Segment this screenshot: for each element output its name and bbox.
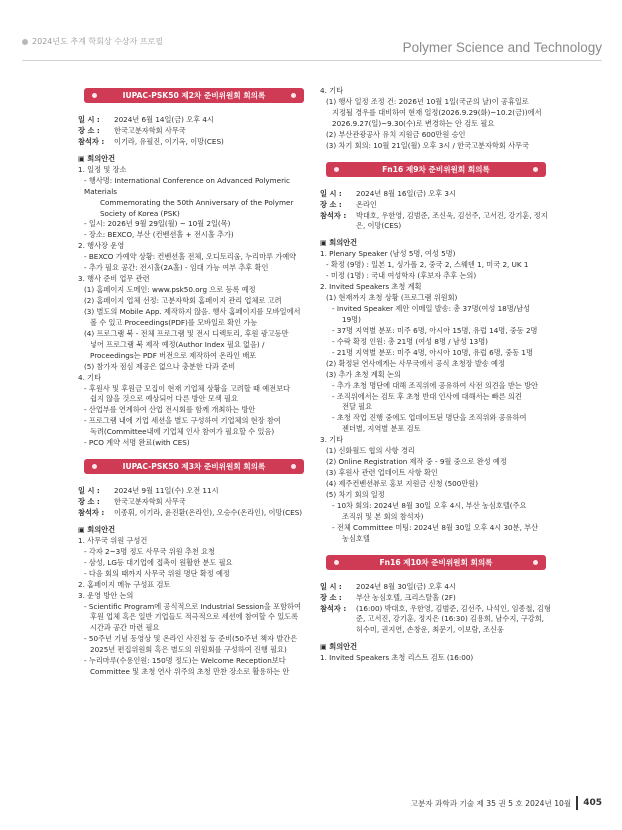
agenda-heading: ▣ 회의안건 (320, 238, 358, 248)
footer-text: 고분자 과학과 기술 제 35 권 5 호 2024년 10월 (410, 798, 572, 808)
text-line: - 수락 확정 인원: 총 21명 (여성 8명 / 남성 13명) (332, 336, 488, 346)
agenda-heading: ▣ 회의안건 (320, 642, 358, 652)
text-line: 2025년 편집위원회 혹은 별도의 위원회를 구성하여 진행 필요) (90, 645, 287, 655)
text-line: - 확정 (9명) : 일본 1, 싱가폴 2, 중국 2, 스웨덴 1, 미국 2, UK 1 (326, 260, 529, 270)
section-title: Fn16 제9차 준비위원회 회의록 (382, 164, 490, 174)
meeting-place (320, 593, 552, 604)
text-line: 전달 필요 (342, 402, 373, 412)
text-line: - 37명 지역별 분포: 미주 6명, 아시아 15명, 유럽 14명, 중동 2명 (332, 325, 538, 335)
text-line: 2. Invited Speakers 초청 계획 (320, 282, 422, 292)
text-line: 1. 사무국 위원 구성건 (78, 535, 148, 545)
text-line: 농심호텔 (342, 533, 370, 543)
meeting-date (78, 486, 310, 497)
text-line: Proceedings는 PDF 버전으로 제작하여 온라인 배포 (90, 350, 257, 360)
section-title: IUPAC-PSK50 제2차 준비위원회 회의록 (122, 91, 266, 100)
text-line: (2) 부산관광공사 유치 지원금 600만원 승인 (326, 129, 466, 139)
meeting-attendees-value: 박대호, 우한영, 김범준, 조신욱, 김선주, 고서진, 강기훈, 정지은, 이망(CES) (356, 210, 548, 231)
header-divider (22, 60, 602, 61)
text-line: 볼 수 있고 Proceedings(PDF)를 모바일로 확인 가능 (90, 317, 258, 327)
text-line: (5) 참가자 점심 제공은 없으나 충분한 다과 준비 (84, 361, 236, 371)
meeting-attendees-key: 참석자 : (78, 508, 105, 517)
meeting-place-value: 부산 농심호텔, 크리스탈홀 (2F) (356, 592, 456, 602)
text-line: - Invited Speaker 제안 이메일 발송: 총 37명(여성 18명/남성 (332, 304, 530, 313)
meeting-place-value: 온라인 (356, 199, 377, 209)
bullet-icon (291, 93, 296, 98)
meeting-date (78, 115, 310, 126)
meeting-date-key: 일 시 : (320, 581, 342, 591)
text-line: - 다음 회의 때까지 사무국 위원 명단 확정 예정 (84, 568, 230, 578)
meeting-attendees (78, 137, 310, 148)
meeting-attendees-key: 참석자 : (78, 136, 105, 146)
bullet-icon (92, 464, 97, 469)
text-line: 후원 업체 혹은 일반 기업들도 적극적으로 세션에 참여할 수 있도록 (90, 612, 299, 622)
bullet-icon (334, 167, 339, 172)
left-column (78, 86, 310, 678)
text-line: (4) 프로그램 북 - 전체 프로그램 및 전시 디렉토리, 후원 광고등만 (84, 328, 289, 338)
text-line: 쉽지 않을 것으로 예상되어 다른 방안 모색 필요 (90, 394, 238, 404)
section-banner (326, 162, 546, 177)
text-line: - 행사명: International Conference on Advanced Polymeric Materials (84, 175, 291, 196)
text-line: - 추가 필요 공간: 전시홀(2A홀) - 임대 가능 여부 추후 확인 (84, 263, 269, 273)
text-line: - 일시: 2026년 9월 29일(월) ~ 10월 2일(목) (84, 219, 231, 229)
text-line: - PCO 계약 서명 완료(with CES) (84, 438, 190, 448)
text-line: 1. 일정 및 장소 (78, 164, 127, 174)
text-line: 4. 기타 (320, 86, 344, 95)
section-banner (326, 555, 546, 570)
text-line: (3) 추가 초청 계획 논의 (326, 369, 401, 379)
meeting-date-value: 2024년 8월 30일(금) 오후 4시 (356, 581, 456, 591)
header-dot-icon (22, 39, 28, 45)
text-line: - 장소: BEXCO, 부산 (컨벤션홀 + 전시홀 추가) (84, 230, 234, 240)
bullet-icon (291, 464, 296, 469)
header-left (22, 36, 163, 47)
text-line: - 50주년 기념 동영상 및 온라인 사진첩 등 준비(50주년 책자 발간은 (84, 634, 298, 644)
text-line: (2) Online Registration 제작 중 - 9월 중으로 완성 예정 (326, 457, 507, 467)
text-line: - 각자 2~3명 정도 사무국 위원 추천 요청 (84, 546, 215, 556)
bullet-icon (334, 560, 339, 565)
meeting-date-value: 2024년 6월 14일(금) 오후 4시 (114, 115, 214, 124)
meeting-attendees (320, 211, 552, 233)
text-line: (1) 신화월드 협의 사항 경리 (326, 446, 415, 456)
bullet-icon (92, 93, 97, 98)
meeting-attendees-key: 참석자 : (320, 603, 347, 613)
spacer (320, 545, 552, 553)
meeting-place-key: 장 소 : (320, 592, 342, 602)
text-line: - 후원사 및 후원금 모집이 현재 기업체 상황을 고려할 때 예전보다 (84, 383, 290, 393)
text-line: (1) 홈페이지 도메인: www.psk50.org 으로 등록 예정 (84, 285, 256, 295)
text-line: 3. 운영 방안 논의 (78, 590, 134, 600)
meeting-attendees-value: 이종휘, 이기라, 윤진환(온라인), 오승수(온라인), 이망(CES) (114, 508, 303, 517)
page-number: 405 (583, 798, 602, 808)
text-line: Committee 및 초청 연사 위주의 초청 만찬 장소로 활용하는 안 (90, 667, 290, 677)
meeting-place (78, 497, 310, 508)
text-line: 젠더별, 지역별 분포 검토 (342, 424, 421, 434)
text-line: (3) 차기 회의: 10월 21일(월) 오후 3시 / 한국고분자학회 사무국 (326, 140, 529, 150)
text-line: 시간과 공간 마련 필요 (90, 623, 160, 633)
meeting-place-key: 장 소 : (78, 125, 100, 135)
meeting-place (320, 200, 552, 211)
spacer (320, 152, 552, 160)
text-line: (1) 현재까지 초청 상황 (프로그램 위원회) (326, 293, 458, 303)
meeting-attendees-value: (16:00) 박대호, 우한영, 김범준, 김선주, 나석인, 임종철, 김형준, 고서진, 강기훈, 정지은 (16:30) 김용희, 남수지, 구강희, 허수미, 권지연, 손창운, 최문기, 이보람, 조신웅 (356, 603, 551, 635)
meeting-date-value: 2024년 8월 16일(금) 오후 3시 (356, 188, 456, 198)
meeting-attendees-value: 이기라, 유필진, 이기옥, 이망(CES) (114, 136, 224, 146)
footer (411, 796, 602, 810)
text-line: 독려(Committee내에 기업체 인사 참여가 필요할 수 있음) (90, 427, 275, 437)
bullet-icon (533, 560, 538, 565)
text-line: - 조직위에서는 검토 후 초청 반대 인사에 대해서는 빠른 의견 (332, 391, 522, 401)
agenda-heading: ▣ 회의안건 (78, 153, 116, 163)
right-column (320, 86, 552, 664)
text-line: 2. 행사장 운영 (78, 241, 125, 251)
text-line: - 21명 지역별 분포: 미주 4명, 아시아 10명, 유럽 6명, 중동 1명 (332, 347, 533, 357)
meeting-date-value: 2024년 9월 11일(수) 오전 11시 (114, 486, 219, 496)
text-line: - 산업부를 연계하여 산업 전시회를 함께 개최하는 방안 (84, 405, 256, 415)
text-line: (3) 별도의 Mobile App. 제작하지 않음. 행사 홈페이지를 모바일에서 (84, 306, 301, 316)
meeting-attendees-key: 참석자 : (320, 210, 347, 220)
text-line: 2. 홈페이지 메뉴 구성표 검토 (78, 579, 171, 589)
text-line: 지정될 경우를 대비하여 현재 일정(2026.9.29(화)~10.2(금))에서 (332, 107, 542, 117)
text-line: - 초청 작업 진행 중에도 업데이트된 명단을 조직위와 공유하여 (332, 413, 527, 423)
footer-divider (576, 796, 578, 810)
meeting-place-key: 장 소 : (78, 497, 100, 507)
section-title: IUPAC-PSK50 제3차 준비위원회 회의록 (122, 462, 266, 472)
meeting-place-value: 한국고분자학회 사무국 (114, 125, 186, 135)
text-line: - 누리마루(수용인원: 150명 정도)는 Welcome Reception보다 (84, 656, 286, 666)
section-banner (84, 459, 304, 474)
text-line: - 프로그램 내에 기업 세션을 별도 구성하여 기업체의 현장 참여 (84, 416, 281, 426)
text-line: 4. 기타 (78, 372, 102, 382)
text-line: (2) 확정된 연사에게는 사무국에서 공식 초청장 발송 예정 (326, 358, 505, 368)
meeting-place (78, 126, 310, 137)
meeting-date-key: 일 시 : (78, 486, 100, 496)
text-line: 19명) (342, 314, 361, 324)
text-line: (1) 행사 일정 조정 건: 2026년 10월 1일(국군의 날)이 공휴일로 (326, 96, 529, 106)
text-line: Society of Korea (PSK) (100, 208, 180, 218)
text-line: - 전체 Committee 미팅: 2024년 8월 30일 오후 4시 30분, 부산 (332, 522, 539, 532)
text-line: - 10차 회의: 2024년 8월 30일 오후 4시, 부산 농심호텔(주요 (332, 500, 527, 510)
text-line: 3. 행사 준비 업무 관련 (78, 274, 150, 284)
text-line: 1. Plenary Speaker (남성 5명, 여성 5명) (320, 249, 456, 259)
header-left-text: 2024년도 추계 학회상 수상자 프로필 (32, 37, 163, 46)
meeting-date-key: 일 시 : (78, 115, 100, 124)
meeting-date (320, 189, 552, 200)
text-line: - Scientific Program에 공식적으로 Industrial Session을 포함하여 (84, 601, 301, 611)
text-line: 넣어 프로그램 북 제작 예정(Author Index 필요 없음) / (90, 339, 265, 349)
meeting-attendees (320, 604, 552, 637)
text-line: 조직위 및 본 회의 참석자) (342, 511, 424, 521)
text-line: - BEXCO 가예약 상황: 컨벤션홀 전체, 오디토리움, 누리마루 가예약 (84, 252, 297, 262)
text-line: Commemorating the 50th Anniversary of the Polymer (100, 197, 294, 207)
text-line: (2) 홈페이지 업체 선정: 고분자학회 홈페이지 관리 업체로 고려 (84, 296, 282, 305)
section-banner (84, 88, 304, 103)
text-line: 2026.9.27(일)~9.30(수)로 변경하는 안 검토 필요 (332, 118, 495, 128)
text-line: 1. Invited Speakers 초청 리스트 검토 (16:00) (320, 653, 474, 663)
header-right: Polymer Science and Technology (402, 40, 602, 55)
text-line: (4) 제주컨벤션뷰로 홍보 지원금 신청 (500만원) (326, 479, 479, 488)
text-line: 3. 기타 (320, 435, 344, 445)
bullet-icon (533, 167, 538, 172)
meeting-place-value: 한국고분자학회 사무국 (114, 497, 186, 507)
meeting-date (320, 582, 552, 593)
spacer (78, 449, 310, 457)
text-line: (5) 차기 회의 일정 (326, 489, 385, 499)
text-line: - 삼성, LG등 대기업에 접촉이 원활한 분도 필요 (84, 557, 233, 567)
text-line: (3) 후원사 관련 업데이트 사항 확인 (326, 468, 438, 478)
text-line: - 미정 (1명) : 국내 여성학자 (후보자 추후 논의) (326, 271, 477, 281)
section-title: Fn16 제10차 준비위원회 회의록 (379, 557, 493, 567)
meeting-attendees (78, 508, 310, 519)
agenda-heading: ▣ 회의안건 (78, 524, 116, 534)
meeting-date-key: 일 시 : (320, 188, 342, 198)
meeting-place-key: 장 소 : (320, 199, 342, 209)
text-line: - 추가 초청 명단에 대해 조직위에 공유하여 사전 의견을 받는 방안 (332, 380, 538, 390)
